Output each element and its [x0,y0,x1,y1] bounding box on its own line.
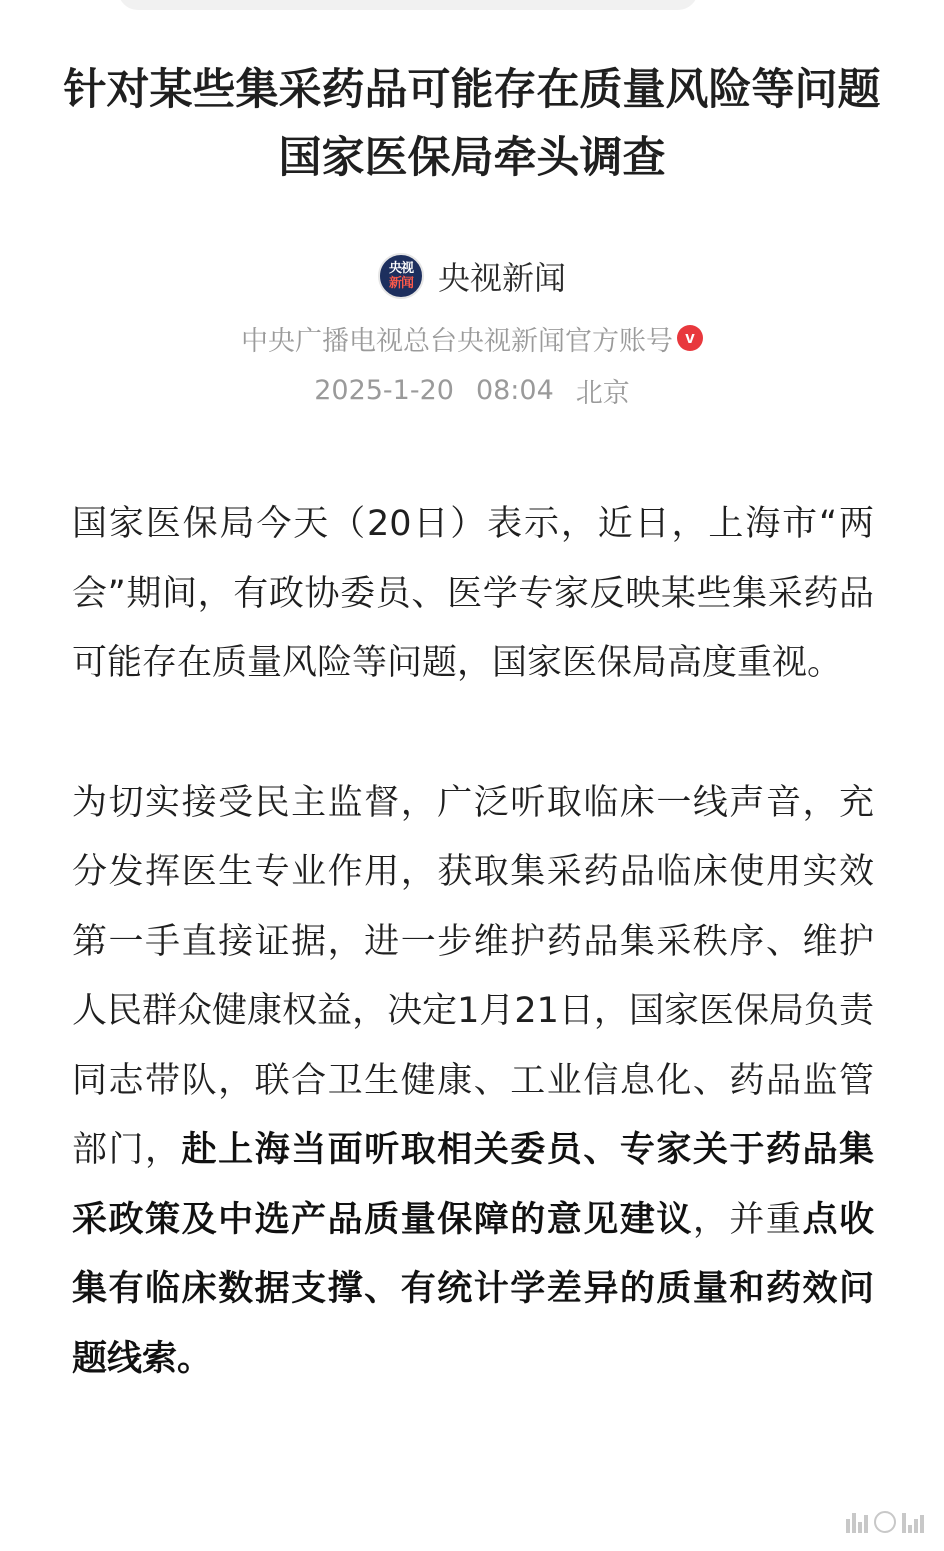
account-description: 中央广播电视总台央视新闻官方账号 [241,325,673,357]
paragraph-2-bold-1: 赴上海当面听取相关委员、专家关于药品集采政策及中选产品质量保障的意见建议 [72,1130,874,1240]
account-row [0,318,944,358]
paragraph-2 [72,769,874,1395]
logo-text-bottom: 新闻 [388,276,413,291]
source-name[interactable]: 央视新闻 [437,259,566,297]
paragraph-2-text: 为切实接受民主监督，广泛听取临床一线声音，充分发挥医生专业作用，获取集采药品临床使用实效第一手直接证据，进一步维护药品集采秩序、维护人民群众健康权益，决定1月21日，国家医保局负责同志带队，联合卫生健康、工业信息化、药品监管部门， [72,782,874,1170]
paragraph-1: 国家医保局今天（20日）表示，近日，上海市“两会”期间，有政协委员、医学专家反映某些集采药品可能存在质量风险等问题，国家医保局高度重视。 [72,504,874,683]
paragraph-2-separator: ，并重 [692,1199,803,1240]
publish-meta [0,371,944,409]
source-row[interactable] [0,251,944,301]
publish-time: 08:04 [475,374,554,406]
top-search-pill[interactable] [118,0,698,10]
publish-location: 北京 [575,377,630,409]
logo-text-top: 央视 [388,261,413,276]
source-logo-icon[interactable] [378,253,424,299]
publish-date: 2025-1-20 [314,374,454,406]
verified-icon: v [677,325,703,351]
article-title: 针对某些集采药品可能存在质量风险等问题 国家医保局牵头调查 [63,65,881,183]
paragraph-2-bold-2: 点收集有临床数据支撑、有统计学差异的质量和药效问题线索。 [72,1199,874,1379]
article-body [72,490,874,1394]
watermark-icon [846,1511,924,1533]
